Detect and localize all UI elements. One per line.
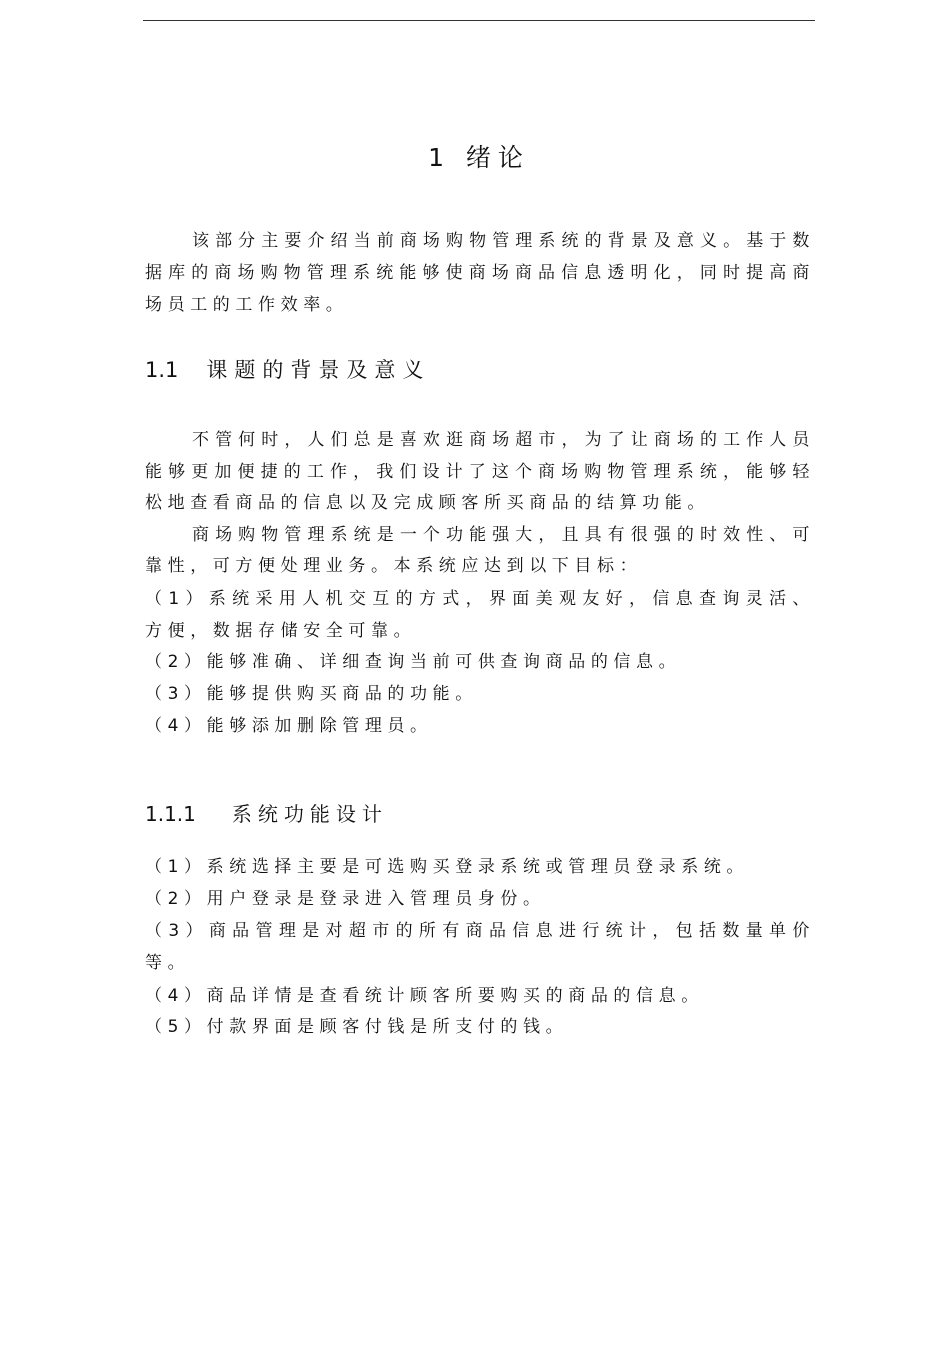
subsection-number: 1.1.1 — [145, 802, 196, 826]
goal-item: （3）能够提供购买商品的功能。 — [145, 684, 478, 704]
function-item: （3）商品管理是对超市的所有商品信息进行统计，包括数量单价 — [145, 921, 815, 941]
goal-item: （2）能够准确、详细查询当前可供查询商品的信息。 — [145, 652, 682, 672]
body-line: 靠性，可方便处理业务。本系统应达到以下目标： — [145, 556, 643, 576]
section-number: 1.1 — [145, 358, 179, 382]
function-item: （2）用户登录是登录进入管理员身份。 — [145, 889, 546, 909]
section-heading — [145, 356, 430, 384]
header-rule — [143, 20, 815, 21]
function-item: 等。 — [145, 953, 191, 973]
function-item: （1）系统选择主要是可选购买登录系统或管理员登录系统。 — [145, 857, 750, 877]
body-line: 不管何时，人们总是喜欢逛商场超市，为了让商场的工作人员 — [192, 430, 815, 450]
intro-line: 该部分主要介绍当前商场购物管理系统的背景及意义。基于数 — [192, 231, 815, 251]
intro-line: 据库的商场购物管理系统能够使商场商品信息透明化，同时提高商 — [145, 263, 815, 283]
body-line: 松地查看商品的信息以及完成顾客所买商品的结算功能。 — [145, 493, 710, 513]
subsection-heading — [145, 800, 388, 828]
chapter-title: 1 绪论 — [428, 143, 530, 172]
goal-item: 方便，数据存储安全可靠。 — [145, 621, 417, 641]
subsection-title: 系统功能设计 — [231, 802, 388, 826]
goal-item: （1）系统采用人机交互的方式，界面美观友好，信息查询灵活、 — [145, 589, 815, 609]
section-title: 课题的背景及意义 — [206, 358, 431, 382]
function-item: （4）商品详情是查看统计顾客所要购买的商品的信息。 — [145, 986, 704, 1006]
body-line: 能够更加便捷的工作，我们设计了这个商场购物管理系统，能够轻 — [145, 462, 815, 482]
goal-item: （4）能够添加删除管理员。 — [145, 716, 433, 736]
body-line: 商场购物管理系统是一个功能强大，且具有很强的时效性、可 — [192, 525, 815, 545]
function-item: （5）付款界面是顾客付钱是所支付的钱。 — [145, 1017, 569, 1037]
intro-line: 场员工的工作效率。 — [145, 295, 349, 315]
